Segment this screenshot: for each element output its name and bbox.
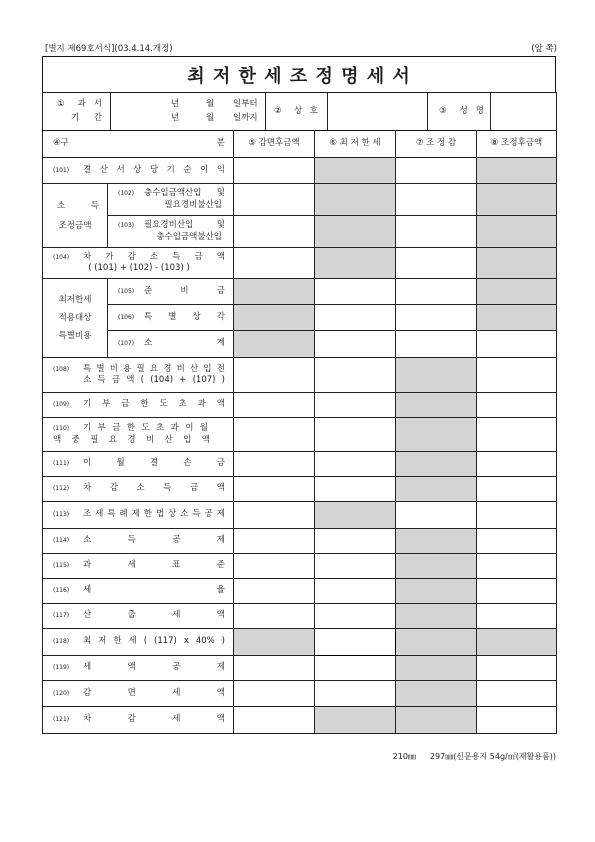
row-112 [43,477,557,502]
period-to-field[interactable] [111,112,265,126]
row-label-text: 조 세 특 례 제 한 법 상 소 득 공 제 [83,509,225,520]
day-to-unit: 일까지 [233,112,258,123]
row-number: (106) [118,313,135,321]
row-number: (117) [53,612,70,620]
group-label-line: 특별비용 [58,331,92,341]
row-label-line [53,636,225,647]
row-118-col6-cell[interactable] [315,629,396,656]
col5-header: ⑤ 감면후금액 [234,131,315,158]
col6-header: ⑥ 최 저 한 세 [315,131,396,158]
group-label-line: 적용대상 [58,313,92,323]
row-112-col5-cell[interactable] [234,477,315,502]
row-116-col8-cell[interactable] [477,579,557,604]
row-106-col7-cell[interactable] [396,305,477,331]
row-number: (101) [53,166,70,174]
row-label-line [118,286,225,297]
row-label-text: 필요경비산입 및 [144,220,225,231]
row-101-col8-cell [477,158,557,184]
row-120-label [43,681,234,707]
adjustment-table [42,130,557,734]
month-unit: 월 [206,112,215,123]
page-side: (앞 쪽) [531,44,557,54]
row-105-col8-cell [477,279,557,305]
paper-spec [393,751,556,762]
row-111-col8-cell[interactable] [477,452,557,477]
row-112-col8-cell[interactable] [477,477,557,502]
row-117-col6-cell[interactable] [315,604,396,629]
group-label-line: 최저한세 [58,295,92,305]
row-114-col7-cell [396,529,477,554]
row-103-col5-cell[interactable] [234,216,315,248]
company-field[interactable] [328,93,428,131]
period-label-line: ① 과 서 [57,98,102,109]
row-number: (105) [118,287,135,295]
row-label-line [53,585,225,596]
row-102-label [108,184,234,216]
row-111-col5-cell[interactable] [234,452,315,477]
row-110-col5-cell[interactable] [234,418,315,452]
row-number: (102) [118,190,135,198]
period-label-line: 기 간 [71,113,102,123]
group-label-income-adjustment [43,184,108,248]
row-109-col5-cell[interactable] [234,393,315,418]
name-label-cell [428,93,491,131]
row-label-text: 최 저 한 세 ( (117) x 40% ) [83,636,225,647]
row-106-col6-cell[interactable] [315,305,396,331]
row-121-col7-cell [396,707,477,734]
row-116-col5-cell[interactable] [234,579,315,604]
row-label-text: 산 출 세 액 [83,610,225,621]
row-label-text: 세 율 [83,585,225,596]
row-label-text: 감 면 세 액 [83,687,225,698]
row-121-label [43,707,234,734]
row-number: (112) [53,485,70,493]
row-105-col6-cell[interactable] [315,279,396,305]
row-label-text: 결 산 서 상 당 기 순 이 익 [83,164,225,175]
category-header-right: 분 [216,138,225,149]
row-103-label [108,216,234,248]
row-label-text: 세 액 공 제 [83,662,225,673]
row-label-line [53,714,225,725]
row-116 [43,579,557,604]
period-label [43,93,111,131]
period-from-field[interactable] [111,98,265,112]
row-label-line [53,509,225,520]
row-101-label [43,158,234,184]
row-114-label [43,529,234,554]
row-label-text: 소 계 [144,338,225,349]
row-number: (109) [53,401,70,409]
row-115-col8-cell[interactable] [477,554,557,579]
row-number: (107) [118,340,135,348]
name-field[interactable] [491,93,557,131]
group-label-special-costs [43,279,108,358]
row-label-line [53,458,225,469]
row-118 [43,629,557,656]
row-102-col8-cell [477,184,557,216]
row-119-label [43,656,234,681]
row-number: (116) [53,587,70,595]
row-115-col7-cell [396,554,477,579]
row-label-continuation: ( (101) + (102) - (103) ) [88,263,190,273]
row-114-col8-cell[interactable] [477,529,557,554]
row-105-col5-cell [234,279,315,305]
group-label-line: 조정금액 [58,220,92,231]
row-109-col8-cell[interactable] [477,393,557,418]
year-unit: 년 [171,98,180,109]
row-107 [43,331,557,358]
row-number: (104) [53,253,70,261]
column-header-row [43,131,557,158]
row-label-line [53,535,225,546]
row-120 [43,681,557,707]
row-118-label [43,629,234,656]
row-112-col7-cell [396,477,477,502]
row-label-line [53,688,225,699]
row-114-col5-cell[interactable] [234,529,315,554]
row-number: (114) [53,537,70,545]
row-107-col6-cell[interactable] [315,331,396,358]
row-number: (118) [53,638,70,646]
row-109-col7-cell [396,393,477,418]
row-103-col8-cell [477,216,557,248]
row-101 [43,158,557,184]
row-105 [43,279,557,305]
company-label: ② 상 호 [274,105,318,116]
row-label-text: 차 감 소 득 금 액 [83,483,225,494]
row-label-line [53,610,225,621]
row-110 [43,418,557,452]
row-120-col7-cell [396,681,477,707]
row-111 [43,452,557,477]
row-number: (121) [53,716,70,724]
col8-header: ⑧ 조정후금액 [477,131,557,158]
row-104-col5-cell[interactable] [234,248,315,279]
info-row [43,93,557,131]
title-box [42,56,556,92]
row-102-col7-cell[interactable] [396,184,477,216]
row-113-label [43,502,234,529]
row-number: (120) [53,689,70,697]
row-102-col6-cell [315,184,396,216]
row-107-col5-cell [234,331,315,358]
row-103 [43,216,557,248]
row-label-text: 특 별 비 용 필 요 경 비 산 입 전 [83,363,225,374]
row-108-col7-cell [396,358,477,393]
row-111-label [43,452,234,477]
row-115-col6-cell[interactable] [315,554,396,579]
row-107-label [108,331,234,358]
row-108-col6-cell[interactable] [315,358,396,393]
row-115-label [43,554,234,579]
row-label-text: 준 비 금 [144,285,225,296]
row-104-col6-cell [315,248,396,279]
row-121-col6-cell [315,707,396,734]
row-number: (115) [53,562,70,570]
row-110-label [43,418,234,452]
row-number: (103) [118,222,135,230]
row-108-label [43,358,234,393]
row-120-col5-cell[interactable] [234,681,315,707]
row-115 [43,554,557,579]
row-label-line [53,560,225,571]
row-104-col8-cell [477,248,557,279]
row-label-line [53,423,225,434]
row-120-col8-cell[interactable] [477,681,557,707]
row-label-text: 특 별 상 각 [144,311,225,322]
row-label-continuation: 소 득 금 액 ( (104) + (107) ) [83,375,225,385]
company-label-cell [266,93,328,131]
row-121-col5-cell[interactable] [234,707,315,734]
row-119-col5-cell[interactable] [234,656,315,681]
group-label-line: 소 득 [57,200,99,211]
row-114 [43,529,557,554]
period-dates [111,93,266,131]
row-label-continuation: 액 중 필 요 경 비 산 입 액 [53,434,210,445]
row-number: (108) [53,365,70,373]
row-label-line [118,220,225,231]
row-104 [43,248,557,279]
row-113-col5-cell[interactable] [234,502,315,529]
row-117-col8-cell[interactable] [477,604,557,629]
row-113-col7-cell[interactable] [396,502,477,529]
row-label-line [53,483,225,494]
row-label-text: 충수입금액산입 및 [144,188,225,199]
row-103-col7-cell[interactable] [396,216,477,248]
row-102-col5-cell[interactable] [234,184,315,216]
row-label-line [53,165,225,176]
row-117-col5-cell[interactable] [234,604,315,629]
row-label-line [53,364,225,375]
name-label: ③ 성 명 [439,105,484,116]
row-label-line [53,252,225,263]
row-106-col5-cell [234,305,315,331]
row-112-col6-cell[interactable] [315,477,396,502]
row-116-col7-cell [396,579,477,604]
row-119-col8-cell[interactable] [477,656,557,681]
table-body [43,158,557,734]
form-code: [별지 제69호서식](03.4.14.개정) [45,44,173,54]
row-label-line [118,312,225,323]
row-label-continuation: 충수입금액불산입 [156,231,222,242]
row-label-text: 차 감 세 액 [83,714,225,725]
row-109-col6-cell[interactable] [315,393,396,418]
row-110-col6-cell[interactable] [315,418,396,452]
row-115-col5-cell[interactable] [234,554,315,579]
col7-header: ⑦ 조 정 감 [396,131,477,158]
month-unit: 월 [206,98,215,109]
row-118-col5-cell [234,629,315,656]
row-101-col6-cell [315,158,396,184]
row-105-col7-cell[interactable] [396,279,477,305]
form-title: 최 저 한 세 조 정 명 세 서 [187,65,411,87]
row-107-col8-cell[interactable] [477,331,557,358]
row-number: (110) [53,425,70,433]
row-108-col8-cell[interactable] [477,358,557,393]
row-105-label [108,279,234,305]
row-label-text: 기 부 금 한 도 초 과 액 [83,399,225,410]
row-113-col8-cell[interactable] [477,502,557,529]
row-109 [43,393,557,418]
row-102 [43,184,557,216]
row-label-continuation: 필요경비불산입 [164,199,222,210]
row-101-col5-cell[interactable] [234,158,315,184]
info-table [42,92,557,131]
row-number: (113) [53,511,70,519]
row-118-col8-cell [477,629,557,656]
row-111-col6-cell[interactable] [315,452,396,477]
row-106-col8-cell [477,305,557,331]
row-label-text: 이 월 결 손 금 [83,458,225,469]
row-119-col6-cell[interactable] [315,656,396,681]
row-118-col7-cell [396,629,477,656]
row-110-col8-cell[interactable] [477,418,557,452]
row-121 [43,707,557,734]
row-label-line [118,338,225,349]
row-113 [43,502,557,529]
row-label-text: 소 득 공 제 [83,535,225,546]
day-from-unit: 일부터 [233,98,258,109]
row-114-col6-cell[interactable] [315,529,396,554]
row-117-col7-cell [396,604,477,629]
row-label-line [53,662,225,673]
row-106-label [108,305,234,331]
row-116-col6-cell[interactable] [315,579,396,604]
row-label-text: 기 부 금 한 도 초 과 이 월 [83,423,208,434]
row-109-label [43,393,234,418]
row-119 [43,656,557,681]
row-117-label [43,604,234,629]
row-116-label [43,579,234,604]
row-label-text: 차 가 감 소 득 금 액 [83,251,225,262]
paper-width: 210㎜ [392,752,416,761]
row-number: (111) [53,460,70,468]
category-header [43,131,234,158]
row-111-col7-cell [396,452,477,477]
row-117 [43,604,557,629]
row-110-col7-cell [396,418,477,452]
row-label-text: 과 세 표 준 [83,560,225,571]
row-113-col6-cell [315,502,396,529]
row-104-col7-cell[interactable] [396,248,477,279]
row-119-col7-cell [396,656,477,681]
row-label-line [53,399,225,410]
row-108-col5-cell[interactable] [234,358,315,393]
row-number: (119) [53,664,70,672]
row-label-line [118,188,225,199]
row-107-col7-cell[interactable] [396,331,477,358]
year-unit: 년 [171,112,180,123]
row-112-label [43,477,234,502]
row-108 [43,358,557,393]
row-103-col6-cell [315,216,396,248]
row-101-col7-cell[interactable] [396,158,477,184]
row-121-col8-cell[interactable] [477,707,557,734]
paper-height-material: 297㎜(신문용지 54g/㎡(재활용품)) [429,752,556,761]
row-106 [43,305,557,331]
row-104-label [43,248,234,279]
category-header-left: ④구 [53,138,69,149]
row-120-col6-cell[interactable] [315,681,396,707]
